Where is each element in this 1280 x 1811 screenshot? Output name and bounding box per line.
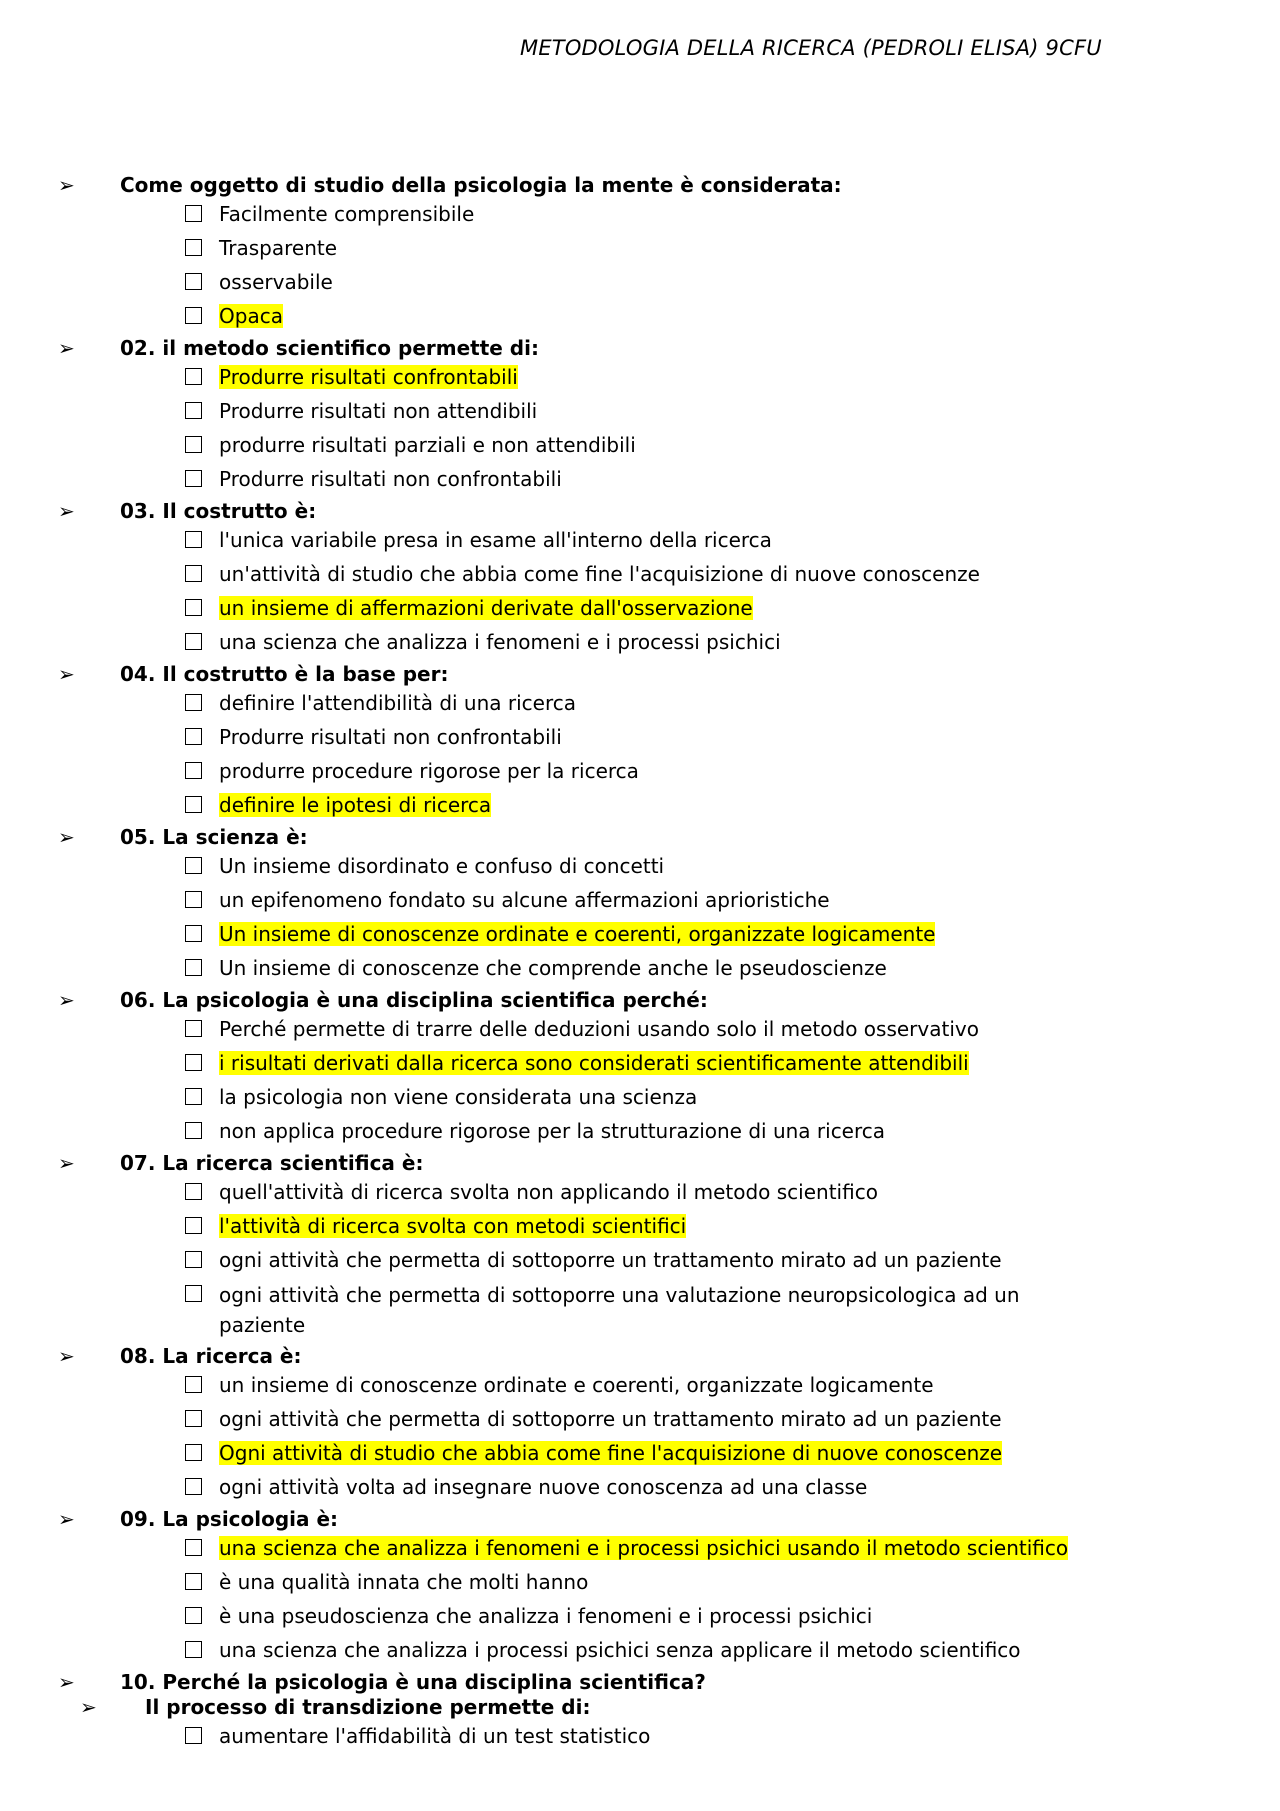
answer-option-label-wrapper [219, 1246, 1002, 1274]
question-3 [0, 497, 1280, 525]
answer-option-label-wrapper [219, 594, 753, 622]
arrow-bullet-icon: ➢ [58, 1344, 75, 1368]
answer-option-label-wrapper [219, 268, 333, 296]
answer-option-label: è una pseudoscienza che analizza i fenomeni e i processi psichici [219, 1604, 873, 1628]
checkbox-icon[interactable] [185, 1054, 202, 1071]
question-text: 03. Il costrutto è: [120, 499, 317, 523]
checkbox-icon[interactable] [185, 1641, 202, 1658]
answer-option-label: aumentare l'affidabilità di un test statistico [219, 1724, 651, 1748]
answer-option-label-wrapper [219, 1568, 588, 1596]
answer-option-label-wrapper [219, 886, 830, 914]
question-text: 09. La psicologia è: [120, 1507, 339, 1531]
answer-option-label: l'unica variabile presa in esame all'interno della ricerca [219, 528, 772, 552]
answer-option-label-wrapper [219, 791, 491, 819]
answer-option-label: ogni attività che permetta di sottoporre un trattamento mirato ad un paziente [219, 1407, 1002, 1431]
checkbox-icon[interactable] [185, 402, 202, 419]
question-text: 04. Il costrutto è la base per: [120, 662, 449, 686]
answer-option-label-wrapper [219, 200, 474, 228]
checkbox-icon[interactable] [185, 1251, 202, 1268]
answer-option-label: un'attività di studio che abbia come fine l'acquisizione di nuove conoscenze [219, 562, 980, 586]
answer-option-label: produrre risultati parziali e non attendibili [219, 433, 636, 457]
answer-option-label: la psicologia non viene considerata una scienza [219, 1085, 698, 1109]
checkbox-icon[interactable] [185, 436, 202, 453]
answer-option-label-wrapper [219, 465, 562, 493]
arrow-bullet-icon: ➢ [58, 825, 75, 849]
answer-option-label-wrapper [219, 1534, 1068, 1562]
question-text: 10. Perché la psicologia è una disciplina scientifica? [120, 1670, 706, 1694]
question-text: Come oggetto di studio della psicologia la mente è considerata: [120, 173, 842, 197]
answer-option-label-wrapper [219, 560, 980, 588]
question-text: Il processo di transdizione permette di: [145, 1695, 591, 1719]
checkbox-icon[interactable] [185, 857, 202, 874]
answer-option-label-wrapper [219, 1439, 1002, 1467]
question-text: 08. La ricerca è: [120, 1344, 302, 1368]
answer-option-label-wrapper [219, 920, 935, 948]
answer-option-label-wrapper [219, 1117, 885, 1145]
question-text: 07. La ricerca scientifica è: [120, 1151, 424, 1175]
answer-option-label: Produrre risultati non confrontabili [219, 725, 562, 749]
checkbox-icon[interactable] [185, 1376, 202, 1393]
question-2 [0, 334, 1280, 362]
checkbox-icon[interactable] [185, 1539, 202, 1556]
answer-option-label-wrapper [219, 954, 887, 982]
answer-option-label: definire l'attendibilità di una ricerca [219, 691, 577, 715]
answer-option-label-wrapper [219, 1212, 686, 1240]
answer-option-label: ogni attività volta ad insegnare nuove conoscenza ad una classe [219, 1475, 868, 1499]
answer-option-label-highlighted: Un insieme di conoscenze ordinate e coerenti, organizzate logicamente [219, 922, 936, 946]
arrow-bullet-icon: ➢ [58, 336, 75, 360]
checkbox-icon[interactable] [185, 307, 202, 324]
answer-option-label: Produrre risultati non attendibili [219, 399, 538, 423]
answer-option-label-wrapper [219, 1083, 697, 1111]
question-1 [0, 171, 1280, 199]
checkbox-icon[interactable] [185, 239, 202, 256]
checkbox-icon[interactable] [185, 368, 202, 385]
checkbox-icon[interactable] [185, 925, 202, 942]
answer-option-label-highlighted: un insieme di affermazioni derivate dall'osservazione [219, 596, 753, 620]
question-5 [0, 823, 1280, 851]
checkbox-icon[interactable] [185, 762, 202, 779]
answer-option-label-wrapper [219, 628, 781, 656]
arrow-bullet-icon: ➢ [58, 173, 75, 197]
question-text: 02. il metodo scientifico permette di: [120, 336, 539, 360]
answer-option-label: Perché permette di trarre delle deduzioni usando solo il metodo osservativo [219, 1017, 979, 1041]
answer-option-label: Produrre risultati non confrontabili [219, 467, 562, 491]
checkbox-icon[interactable] [185, 1727, 202, 1744]
checkbox-icon[interactable] [185, 1020, 202, 1037]
checkbox-icon[interactable] [185, 1607, 202, 1624]
answer-option-label-highlighted: l'attività di ricerca svolta con metodi scientifici [219, 1214, 687, 1238]
arrow-bullet-icon: ➢ [58, 1670, 75, 1694]
answer-option-label-wrapper [219, 302, 283, 330]
answer-option-label-highlighted: una scienza che analizza i fenomeni e i processi psichici usando il metodo scientifico [219, 1536, 1069, 1560]
question-11 [0, 1693, 1280, 1721]
answer-option-label-wrapper [219, 852, 664, 880]
checkbox-icon[interactable] [185, 599, 202, 616]
answer-option-label-wrapper [219, 397, 537, 425]
answer-option-label-wrapper [219, 363, 518, 391]
answer-option-label: ogni attività che permetta di sottoporre una valutazione neuropsicologica ad un paziente [219, 1283, 1020, 1337]
answer-option-label-wrapper [219, 1636, 1021, 1664]
arrow-bullet-icon: ➢ [58, 1151, 75, 1175]
answer-option-label-wrapper [219, 1280, 1059, 1340]
answer-option-label: osservabile [219, 270, 333, 294]
arrow-bullet-icon: ➢ [58, 1507, 75, 1531]
answer-option-label: un insieme di conoscenze ordinate e coerenti, organizzate logicamente [219, 1373, 934, 1397]
checkbox-icon[interactable] [185, 1410, 202, 1427]
answer-option-label: Un insieme di conoscenze che comprende anche le pseudoscienze [219, 956, 887, 980]
checkbox-icon[interactable] [185, 1573, 202, 1590]
checkbox-icon[interactable] [185, 891, 202, 908]
checkbox-icon[interactable] [185, 205, 202, 222]
answer-option-label-highlighted: i risultati derivati dalla ricerca sono considerati scientificamente attendibili [219, 1051, 969, 1075]
checkbox-icon[interactable] [185, 633, 202, 650]
answer-option-label-wrapper [219, 1473, 867, 1501]
answer-option-label: Facilmente comprensibile [219, 202, 475, 226]
answer-option-label-wrapper [219, 757, 639, 785]
checkbox-icon[interactable] [185, 1285, 202, 1302]
question-6 [0, 986, 1280, 1014]
answer-option-label-wrapper [219, 1178, 878, 1206]
answer-option-label-wrapper [219, 689, 576, 717]
answer-option-label-highlighted: Opaca [219, 304, 283, 328]
checkbox-icon[interactable] [185, 565, 202, 582]
answer-option-label: Un insieme disordinato e confuso di concetti [219, 854, 665, 878]
answer-option-label-highlighted: Produrre risultati confrontabili [219, 365, 518, 389]
checkbox-icon[interactable] [185, 1122, 202, 1139]
answer-option-label-wrapper [219, 1049, 969, 1077]
answer-option-label-wrapper [219, 723, 562, 751]
question-text: 05. La scienza è: [120, 825, 308, 849]
checkbox-icon[interactable] [185, 531, 202, 548]
answer-option-label-wrapper [219, 1371, 934, 1399]
checkbox-icon[interactable] [185, 959, 202, 976]
checkbox-icon[interactable] [185, 1217, 202, 1234]
answer-option-label: un epifenomeno fondato su alcune affermazioni aprioristiche [219, 888, 830, 912]
answer-option-label-wrapper [219, 1015, 979, 1043]
answer-option-label: ogni attività che permetta di sottoporre un trattamento mirato ad un paziente [219, 1248, 1002, 1272]
answer-option-label-wrapper [219, 526, 772, 554]
checkbox-icon[interactable] [185, 470, 202, 487]
checkbox-icon[interactable] [185, 1088, 202, 1105]
checkbox-icon[interactable] [185, 273, 202, 290]
answer-option-label-highlighted: Ogni attività di studio che abbia come fine l'acquisizione di nuove conoscenze [219, 1441, 1003, 1465]
checkbox-icon[interactable] [185, 1183, 202, 1200]
question-9 [0, 1505, 1280, 1533]
checkbox-icon[interactable] [185, 796, 202, 813]
answer-option-label: una scienza che analizza i fenomeni e i processi psichici [219, 630, 781, 654]
answer-option-label-wrapper [219, 1722, 650, 1750]
answer-option-label-wrapper [219, 431, 636, 459]
checkbox-icon[interactable] [185, 728, 202, 745]
answer-option-label-wrapper [219, 1602, 872, 1630]
answer-option-label: quell'attività di ricerca svolta non applicando il metodo scientifico [219, 1180, 878, 1204]
arrow-bullet-icon: ➢ [58, 662, 75, 686]
answer-option-label-highlighted: definire le ipotesi di ricerca [219, 793, 492, 817]
question-4 [0, 660, 1280, 688]
checkbox-icon[interactable] [185, 1478, 202, 1495]
checkbox-icon[interactable] [185, 1444, 202, 1461]
arrow-bullet-icon: ➢ [58, 988, 75, 1012]
arrow-bullet-icon: ➢ [58, 499, 75, 523]
answer-option-label: non applica procedure rigorose per la strutturazione di una ricerca [219, 1119, 886, 1143]
question-10 [0, 1668, 1280, 1696]
answer-option-label: è una qualità innata che molti hanno [219, 1570, 589, 1594]
arrow-bullet-icon: ➢ [80, 1695, 97, 1719]
question-7 [0, 1149, 1280, 1177]
question-8 [0, 1342, 1280, 1370]
answer-option-label: una scienza che analizza i processi psichici senza applicare il metodo scientifico [219, 1638, 1021, 1662]
question-text: 06. La psicologia è una disciplina scientifica perché: [120, 988, 708, 1012]
answer-option-label-wrapper [219, 1405, 1002, 1433]
answer-option-label: Trasparente [219, 236, 338, 260]
checkbox-icon[interactable] [185, 694, 202, 711]
answer-option-label: produrre procedure rigorose per la ricerca [219, 759, 639, 783]
answer-option-label-wrapper [219, 234, 337, 262]
page-header-title: METODOLOGIA DELLA RICERCA (PEDROLI ELISA) 9CFU [520, 36, 1102, 60]
